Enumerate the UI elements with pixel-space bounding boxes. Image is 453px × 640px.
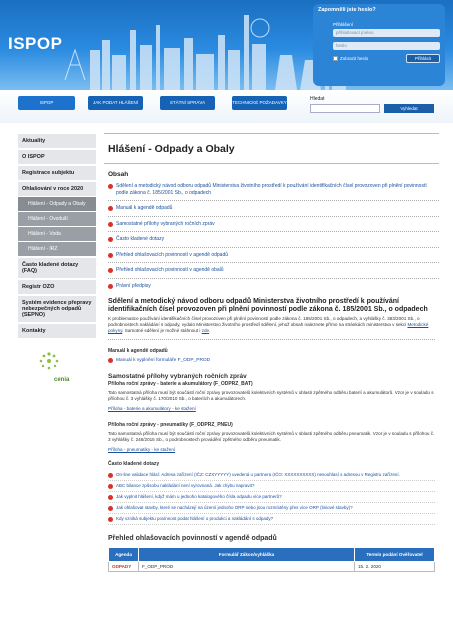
bullet-icon bbox=[108, 484, 113, 489]
tab-technicke-pozadavky[interactable]: TECHNICKÉ POŽADAVKY bbox=[232, 96, 287, 110]
main-content bbox=[104, 133, 439, 572]
table-row bbox=[109, 562, 435, 572]
manual-title: Manuál k agendě odpadů bbox=[108, 348, 168, 354]
ispop-logo[interactable]: ISPOP bbox=[8, 34, 63, 53]
toc-item[interactable]: Přehled ohlašovacích povinností v agendě odpadů bbox=[108, 250, 439, 261]
faq-item[interactable]: Kdy vzniká subjektu povinnost podat hlášení o produkci a nakládání s odpady? bbox=[108, 514, 435, 525]
forgot-password-link[interactable]: Zapomněli jste heslo? bbox=[318, 7, 376, 13]
toc-item[interactable]: Přehled ohlašovacích povinností v agendě obalů bbox=[108, 265, 439, 276]
bullet-icon bbox=[108, 268, 113, 273]
faq-item[interactable]: ABC bilance způsobu nakládání není vyrovnaná. Jak chybu napravit? bbox=[108, 481, 435, 492]
faq-item[interactable]: Jak ohlašovat stavby, které se nacházejí na území jednoho ORP nebo jsou rozmístěny přes více ORP (liniové stavby)? bbox=[108, 503, 435, 514]
bullet-icon bbox=[108, 517, 113, 522]
faq-item[interactable]: On-line validace hlásí: Adresa zařízení (IČZ: CZXYYYYY) uvedená u partnera (IČO: XXXXXXXXXX) nesouhlasí s adresou v Registru zařízení. bbox=[108, 470, 435, 481]
annex-pneu-download-link[interactable]: Příloha - pneumatiky - ke stažení bbox=[108, 447, 176, 452]
sidebar-subitem-odpady-obaly[interactable]: Hlášení - Odpady a Obaly bbox=[18, 197, 96, 212]
sidebar-subitem-ovzdusi[interactable]: Hlášení - Ovzduší bbox=[18, 212, 96, 227]
bullet-icon bbox=[108, 506, 113, 511]
table-header-row bbox=[109, 548, 435, 562]
login-panel bbox=[313, 4, 445, 86]
search-label: Hledat bbox=[310, 96, 325, 102]
annex-bat-subtitle: Příloha roční zprávy - baterie a akumulátory (F_ODPRZ_BAT) bbox=[108, 381, 253, 387]
toc-item[interactable]: Manuál k agendě odpadů bbox=[108, 203, 439, 214]
column-header: Formulář Zákon/vyhláška bbox=[139, 548, 355, 562]
bullet-icon bbox=[108, 206, 113, 211]
sdeleni-download-link[interactable]: zde bbox=[201, 328, 210, 333]
search-input[interactable] bbox=[310, 104, 380, 113]
section-sdeleni-title: Sdělení a metodický návod odboru odpadů Ministerstva životního prostředí k používání identifikačních čísel provozoven při plnění povinností podle zákona č. 185/2001 Sb., o odpadech bbox=[108, 298, 428, 313]
login-button[interactable]: Přihlásit bbox=[406, 54, 440, 63]
main-navigation bbox=[0, 90, 453, 123]
faq-list bbox=[108, 470, 435, 525]
sidebar-item-o-ispop[interactable]: O ISPOP bbox=[18, 150, 96, 165]
sidebar-subitem-voda[interactable]: Hlášení - Voda bbox=[18, 227, 96, 242]
column-header: Termín podání Ověřovatel bbox=[355, 548, 435, 562]
bullet-icon bbox=[108, 184, 113, 189]
sidebar-item-registrace[interactable]: Registrace subjektu bbox=[18, 166, 96, 181]
annex-bat-text: Tato samostatná příloha musí být součástí roční zprávy provozovatelů kolektivních systémů v oblasti zpětného odběru baterií a akumulátorů. Vzor je v souladu s přílohou č. 3 vyhlášky č. 170/2010 Sb., o bateriích a akumulátorech. bbox=[108, 390, 434, 401]
term-cell: 15. 2. 2020 bbox=[355, 562, 435, 572]
manual-link[interactable]: Manuál k vyplnění formuláře F_ODP_PROD bbox=[108, 357, 435, 363]
bullet-icon bbox=[108, 473, 113, 478]
faq-item[interactable]: Jak vyplnit hlášení, když mám u jednoho katalogového čísla odpadu více partnerů? bbox=[108, 492, 435, 503]
bullet-icon bbox=[108, 284, 113, 289]
sidebar-item-faq[interactable]: Často kladené dotazy (FAQ) bbox=[18, 258, 96, 279]
show-password-label: Zobrazit heslo bbox=[340, 56, 369, 61]
overview-title: Přehled ohlašovacích povinností v agendě odpadů bbox=[108, 535, 277, 542]
tab-statni-sprava[interactable]: STÁTNÍ SPRÁVA bbox=[160, 96, 215, 110]
annex-bat-download-link[interactable]: Příloha - baterie a akumulátory - ke stažení bbox=[108, 406, 196, 411]
search-button[interactable]: Vyhledat bbox=[384, 104, 434, 113]
toc-item[interactable]: Často kladené dotazy bbox=[108, 234, 439, 245]
bullet-icon bbox=[108, 237, 113, 242]
cenia-logo-mark bbox=[38, 351, 60, 373]
toc-item[interactable]: Sdělení a metodický návod odboru odpadů Ministerstva životního prostředí k používání identifikačních čísel provozoven při plnění povinností podle zákona č. 185/2001 Sb., o odpadech bbox=[108, 181, 439, 198]
cenia-logo[interactable] bbox=[18, 351, 96, 391]
login-label: Přihlášení bbox=[333, 22, 354, 27]
annex-title: Samostatné přílohy vybraných ročních zpráv bbox=[108, 373, 247, 380]
agenda-cell: ODPADY bbox=[109, 562, 139, 572]
table-of-contents bbox=[108, 181, 439, 291]
tab-ispop[interactable]: ISPOP bbox=[18, 96, 75, 110]
bullet-icon bbox=[108, 358, 113, 363]
show-password-checkbox[interactable] bbox=[333, 56, 338, 61]
faq-title: Často kladené dotazy bbox=[108, 461, 160, 467]
sidebar-subitem-irz[interactable]: Hlášení - IRZ bbox=[18, 242, 96, 257]
sidebar bbox=[18, 134, 96, 391]
section-sdeleni-text: K problematice používání identifikačních čísel provozoven při plnění povinností podle zákona č. 185/2001 Sb., o odpadech, a vyhlášky č. 383/2001 Sb., o podrobnostech nakládání s odpady, vydalo Ministerstvo životního prostředí sdělení, jehož obsah naleznete přímo na stránkách ministerstva v sekci Metodické pokyny. Samotné sdělení je možné stáhnout i zde. bbox=[108, 316, 429, 333]
sidebar-item-aktuality[interactable]: Aktuality bbox=[18, 134, 96, 149]
tab-jak-podat-hlaseni[interactable]: JAK PODAT HLÁŠENÍ bbox=[88, 96, 143, 110]
header bbox=[0, 0, 453, 90]
sidebar-item-sepno[interactable]: Systém evidence přepravy nebezpečných odpadů (SEPNO) bbox=[18, 296, 96, 323]
overview-table bbox=[108, 547, 435, 572]
cenia-logo-text: cenia bbox=[54, 377, 70, 383]
toc-title: Obsah bbox=[108, 171, 129, 178]
sidebar-item-kontakty[interactable]: Kontakty bbox=[18, 324, 96, 339]
bullet-icon bbox=[108, 253, 113, 258]
bullet-icon bbox=[108, 495, 113, 500]
annex-pneu-text: Tato samostatná příloha musí být součástí roční zprávy provozovatelů kolektivních systémů v oblasti zpětného odběru pneumatik. Vzor je v souladu s přílohou č. 3 vyhlášky č. 248/2015 Sb., o podrobnostech provádění zpětného odběru pneumatik. bbox=[108, 431, 435, 442]
toc-item[interactable]: Právní předpisy bbox=[108, 281, 439, 292]
password-input[interactable]: heslo bbox=[333, 42, 440, 50]
column-header: Agenda bbox=[109, 548, 139, 562]
form-cell[interactable]: F_ODP_PROD bbox=[139, 562, 355, 572]
page-title: Hlášení - Odpady a Obaly bbox=[104, 133, 439, 164]
toc-item[interactable]: Samostatné přílohy vybraných ročních zpráv bbox=[108, 219, 439, 230]
metodicke-pokyny-link[interactable]: Metodické pokyny bbox=[108, 322, 429, 333]
bullet-icon bbox=[108, 222, 113, 227]
sidebar-item-ohlasovani-2020[interactable]: Ohlašování v roce 2020 bbox=[18, 182, 96, 197]
annex-pneu-subtitle: Příloha roční zprávy - pneumatiky (F_ODPRZ_PNEU) bbox=[108, 422, 233, 428]
username-input[interactable]: přihlašovací jméno bbox=[333, 29, 440, 37]
sidebar-item-registr-ozo[interactable]: Registr OZO bbox=[18, 280, 96, 295]
